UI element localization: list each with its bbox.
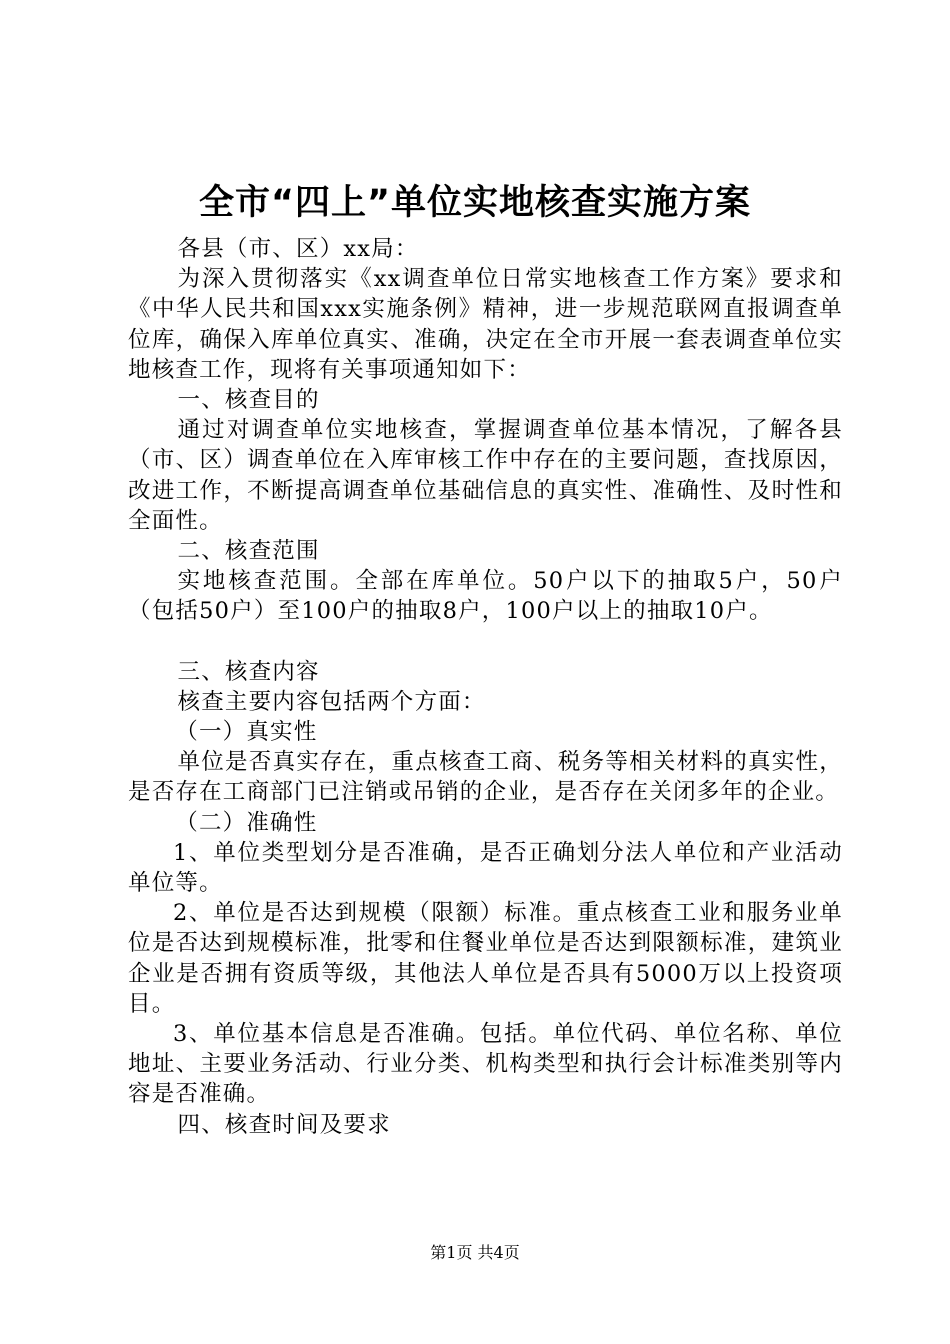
salutation: 各县（市、区）xx局： — [177, 236, 419, 262]
section-body-purpose: 通过对调查单位实地核查，掌握调查单位基本情况，了解各县（市、区）调查单位在入库审核工作中存在的主要问题，查找原因，改进工作，不断提高调查单位基础信息的真实性、准确性、及时性和全面性。 — [128, 417, 843, 534]
section-heading-scope: 二、核查范围 — [177, 538, 320, 565]
document-body — [128, 234, 843, 1140]
subsection-body-authenticity: 单位是否真实存在，重点核查工商、税务等相关材料的真实性，是否存在工商部门已注销或吊销的企业，是否存在关闭多年的企业。 — [128, 749, 843, 806]
list-item-2: 2、单位是否达到规模（限额）标准。重点核查工业和服务业单位是否达到规模标准，批零和住餐业单位是否达到限额标准，建筑业企业是否拥有资质等级，其他法人单位是否具有5000万以上投资项目。 — [128, 900, 843, 1017]
list-item-1: 1、单位类型划分是否准确，是否正确划分法人单位和产业活动单位等。 — [128, 839, 843, 897]
page-footer: 第1页 共4页 — [430, 1243, 520, 1262]
list-item-3: 3、单位基本信息是否准确。包括。单位代码、单位名称、单位地址、主要业务活动、行业分类、机构类型和执行会计标准类别等内容是否准确。 — [128, 1021, 843, 1108]
section-body-scope: 实地核查范围。全部在库单位。50户以下的抽取5户，50户（包括50户）至100户的抽取8户，100户以上的抽取10户。 — [128, 568, 843, 625]
intro-paragraph: 为深入贯彻落实《xx调查单位日常实地核查工作方案》要求和《中华人民共和国xxx实施条例》精神，进一步规范联网直报调查单位库，确保入库单位真实、准确，决定在全市开展一套表调查单位实地核查工作，现将有关事项通知如下： — [128, 266, 843, 383]
paragraph-gap — [128, 627, 843, 657]
section-intro-content: 核查主要内容包括两个方面： — [177, 688, 486, 715]
subsection-heading-accuracy: （二）准确性 — [175, 809, 318, 836]
section-heading-content: 三、核查内容 — [177, 658, 320, 685]
section-heading-purpose: 一、核查目的 — [177, 387, 320, 414]
subsection-heading-authenticity: （一）真实性 — [175, 719, 318, 746]
section-heading-timing: 四、核查时间及要求 — [177, 1111, 391, 1138]
document-title: 全市“四上”单位实地核查实施方案 — [198, 183, 751, 223]
